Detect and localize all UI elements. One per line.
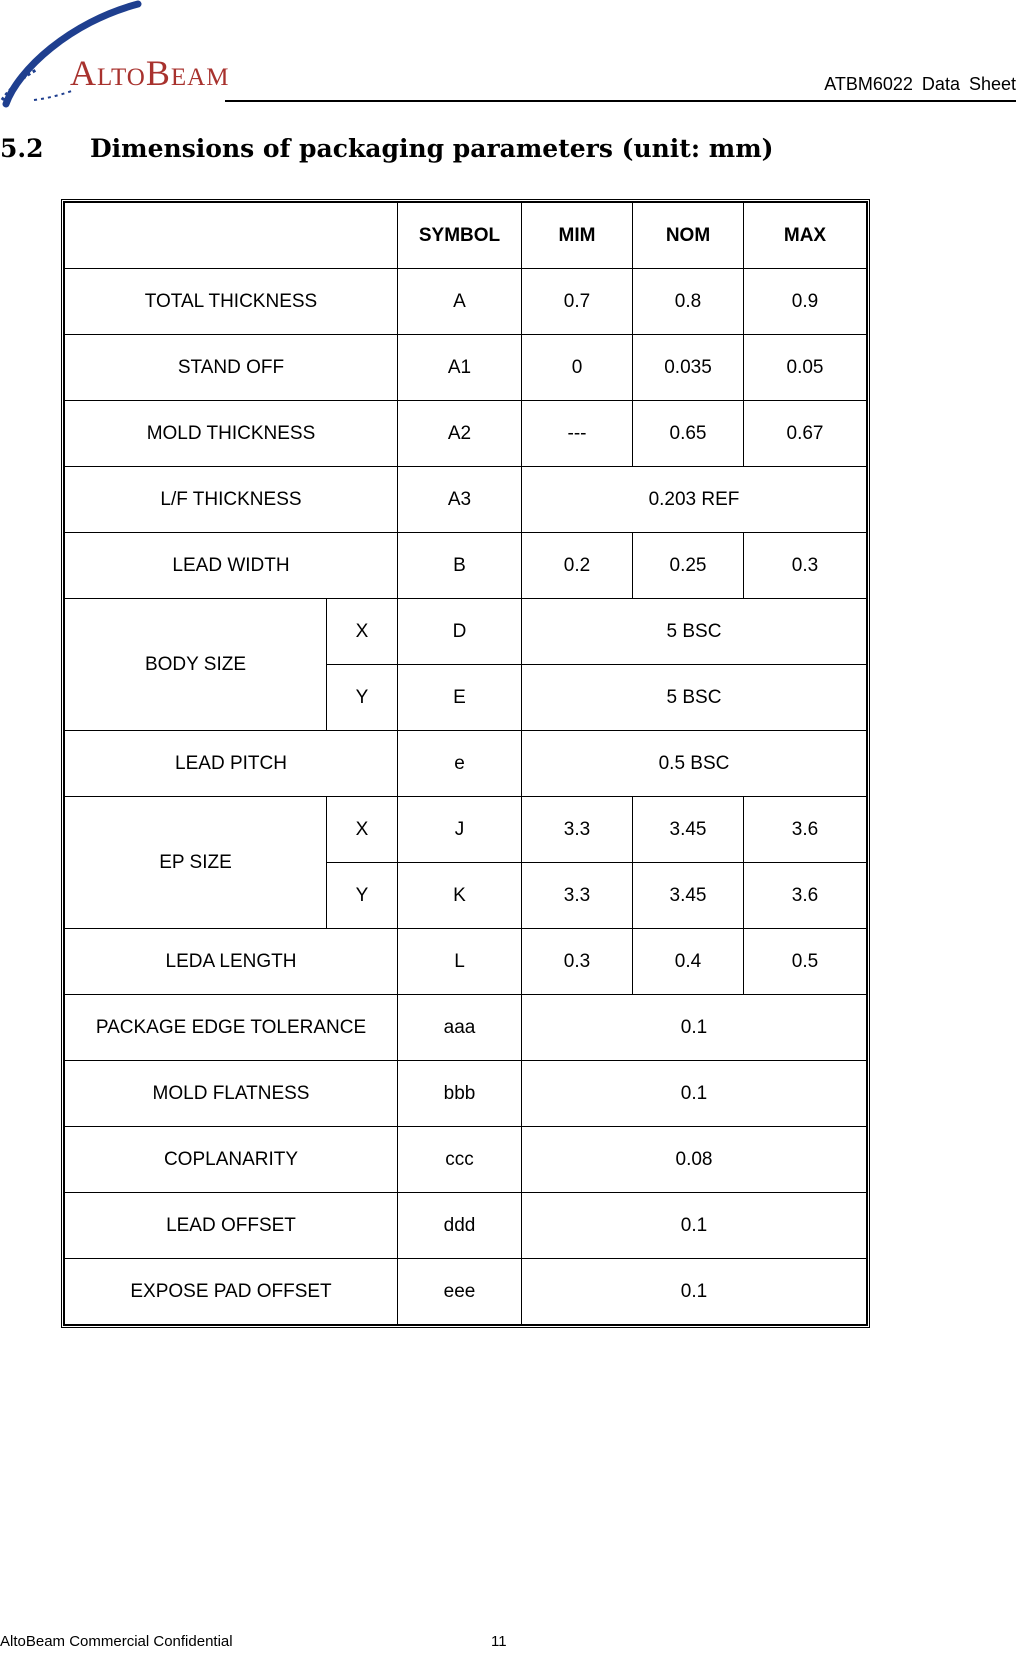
table-row bbox=[65, 401, 867, 467]
sub-axis-cell: Y bbox=[327, 665, 398, 731]
nom-cell: 3.45 bbox=[633, 863, 744, 929]
nom-cell: 0.035 bbox=[633, 335, 744, 401]
param-name: EXPOSE PAD OFFSET bbox=[65, 1259, 398, 1325]
param-name: TOTAL THICKNESS bbox=[65, 269, 398, 335]
section-heading bbox=[0, 134, 774, 163]
sub-axis-cell: X bbox=[327, 599, 398, 665]
min-cell: 0.7 bbox=[522, 269, 633, 335]
value-cell: 5 BSC bbox=[522, 599, 867, 665]
max-cell: 0.05 bbox=[744, 335, 867, 401]
value-cell: 0.5 BSC bbox=[522, 731, 867, 797]
min-cell: 0 bbox=[522, 335, 633, 401]
symbol-cell: ddd bbox=[398, 1193, 522, 1259]
table-row bbox=[65, 995, 867, 1061]
symbol-cell: ccc bbox=[398, 1127, 522, 1193]
doc-title: ATBM6022 Data Sheet bbox=[824, 74, 1016, 94]
max-cell: 3.6 bbox=[744, 797, 867, 863]
table-row bbox=[65, 1127, 867, 1193]
max-cell: 3.6 bbox=[744, 863, 867, 929]
max-cell: 0.5 bbox=[744, 929, 867, 995]
header-max: MAX bbox=[744, 203, 867, 269]
section-number: 5.2 bbox=[0, 134, 44, 163]
nom-cell: 3.45 bbox=[633, 797, 744, 863]
table-row bbox=[65, 467, 867, 533]
value-cell: 5 BSC bbox=[522, 665, 867, 731]
param-name: LEDA LENGTH bbox=[65, 929, 398, 995]
param-name: L/F THICKNESS bbox=[65, 467, 398, 533]
footer-confidential: AltoBeam Commercial Confidential bbox=[0, 1633, 233, 1650]
symbol-cell: B bbox=[398, 533, 522, 599]
min-cell: 3.3 bbox=[522, 863, 633, 929]
param-name: LEAD PITCH bbox=[65, 731, 398, 797]
altobeam-logo bbox=[0, 0, 230, 108]
value-cell: 0.203 REF bbox=[522, 467, 867, 533]
table-row bbox=[65, 533, 867, 599]
param-name: PACKAGE EDGE TOLERANCE bbox=[65, 995, 398, 1061]
min-cell: 3.3 bbox=[522, 797, 633, 863]
min-cell: 0.2 bbox=[522, 533, 633, 599]
symbol-cell: A1 bbox=[398, 335, 522, 401]
min-cell: 0.3 bbox=[522, 929, 633, 995]
param-name: LEAD WIDTH bbox=[65, 533, 398, 599]
symbol-cell: A3 bbox=[398, 467, 522, 533]
table-row bbox=[65, 599, 867, 665]
param-name: MOLD THICKNESS bbox=[65, 401, 398, 467]
min-cell: --- bbox=[522, 401, 633, 467]
nom-cell: 0.65 bbox=[633, 401, 744, 467]
sub-axis-cell: X bbox=[327, 797, 398, 863]
max-cell: 0.9 bbox=[744, 269, 867, 335]
table-row bbox=[65, 1193, 867, 1259]
nom-cell: 0.8 bbox=[633, 269, 744, 335]
symbol-cell: A bbox=[398, 269, 522, 335]
value-cell: 0.1 bbox=[522, 1259, 867, 1325]
symbol-cell: bbb bbox=[398, 1061, 522, 1127]
header-min: MIM bbox=[522, 203, 633, 269]
symbol-cell: K bbox=[398, 863, 522, 929]
table-row bbox=[65, 797, 867, 863]
param-name: MOLD FLATNESS bbox=[65, 1061, 398, 1127]
symbol-cell: L bbox=[398, 929, 522, 995]
table-row bbox=[65, 1061, 867, 1127]
table-row bbox=[65, 335, 867, 401]
table-row bbox=[65, 269, 867, 335]
symbol-cell: J bbox=[398, 797, 522, 863]
table-row bbox=[65, 731, 867, 797]
dimensions-table bbox=[64, 202, 867, 1325]
max-cell: 0.67 bbox=[744, 401, 867, 467]
nom-cell: 0.25 bbox=[633, 533, 744, 599]
param-name: LEAD OFFSET bbox=[65, 1193, 398, 1259]
header-divider bbox=[225, 100, 1016, 102]
logo-letters-eam: EAM bbox=[170, 64, 230, 91]
section-title: Dimensions of packaging parameters (unit: mm) bbox=[90, 134, 774, 163]
symbol-cell: eee bbox=[398, 1259, 522, 1325]
max-cell: 0.3 bbox=[744, 533, 867, 599]
symbol-cell: E bbox=[398, 665, 522, 731]
logo-wordmark bbox=[70, 52, 229, 94]
sub-axis-cell: Y bbox=[327, 863, 398, 929]
table-row bbox=[65, 929, 867, 995]
table-row bbox=[65, 1259, 867, 1325]
nom-cell: 0.4 bbox=[633, 929, 744, 995]
param-name: STAND OFF bbox=[65, 335, 398, 401]
value-cell: 0.1 bbox=[522, 1193, 867, 1259]
param-name: BODY SIZE bbox=[65, 599, 327, 731]
symbol-cell: aaa bbox=[398, 995, 522, 1061]
value-cell: 0.1 bbox=[522, 1061, 867, 1127]
logo-letter-b: B bbox=[145, 53, 171, 93]
table-header-row bbox=[65, 203, 867, 269]
param-name: EP SIZE bbox=[65, 797, 327, 929]
header-symbol: SYMBOL bbox=[398, 203, 522, 269]
logo-letter-a: A bbox=[70, 53, 97, 93]
param-name: COPLANARITY bbox=[65, 1127, 398, 1193]
dimensions-table-frame bbox=[61, 199, 870, 1328]
symbol-cell: A2 bbox=[398, 401, 522, 467]
value-cell: 0.08 bbox=[522, 1127, 867, 1193]
value-cell: 0.1 bbox=[522, 995, 867, 1061]
page-number: 11 bbox=[491, 1633, 507, 1650]
symbol-cell: e bbox=[398, 731, 522, 797]
header-param bbox=[65, 203, 398, 269]
symbol-cell: D bbox=[398, 599, 522, 665]
header-nom: NOM bbox=[633, 203, 744, 269]
logo-letters-lto: LTO bbox=[97, 64, 146, 91]
